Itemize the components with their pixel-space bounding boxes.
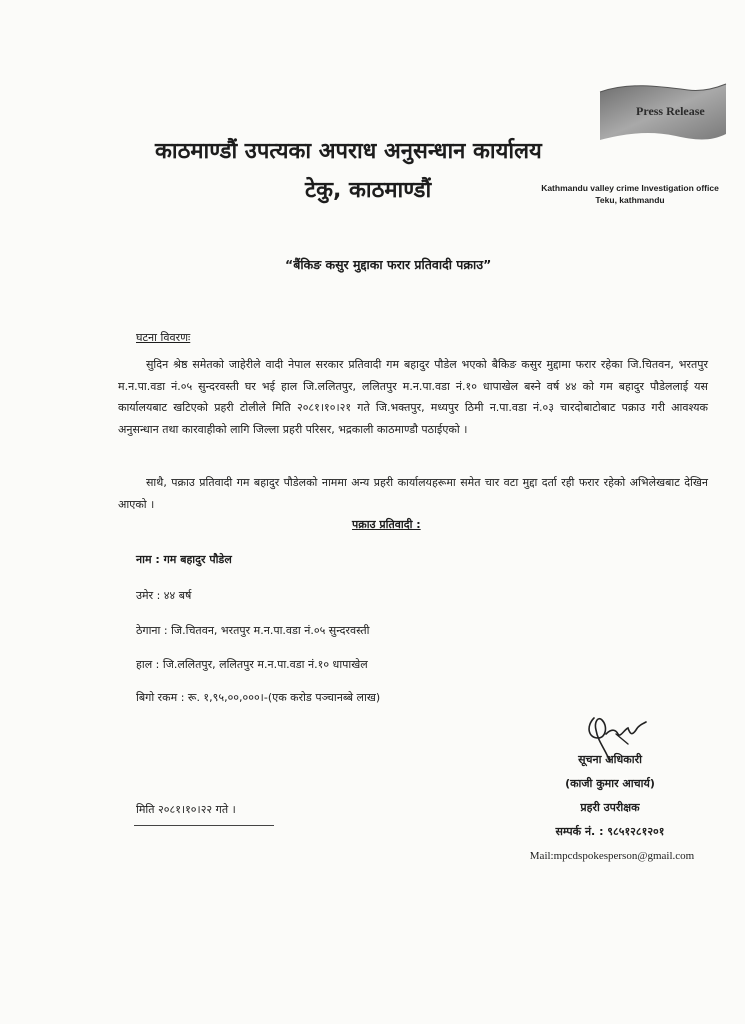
- office-location-title: टेकु, काठमाण्डौं: [305, 178, 432, 203]
- defendant-current-address: हाल : जि.ललितपुर, ललितपुर म.न.पा.वडा नं.१० धापाखेल: [136, 658, 368, 671]
- office-title: काठमाण्डौं उपत्यका अपराध अनुसन्धान कार्यालय: [155, 139, 542, 164]
- claim-amount: बिगो रकम : रू. १,९५,००,०००।-(एक करोड पञ्चानब्बे लाख): [136, 691, 381, 704]
- officer-block: [510, 748, 710, 844]
- arrested-heading: पक्राउ प्रतिवादी :: [352, 518, 421, 531]
- date-underline: [134, 825, 274, 826]
- release-date: मिति २०८१।१०।२२ गते ।: [136, 803, 236, 816]
- press-release-label: Press Release: [636, 104, 705, 118]
- defendant-name: नाम : गम बहादुर पौडेल: [136, 553, 232, 566]
- officer-name: (काजी कुमार आचार्य): [565, 777, 655, 790]
- incident-paragraph-2: साथै, पक्राउ प्रतिवादी गम बहादुर पौडेलको नाममा अन्य प्रहरी कार्यालयहरूमा समेत चार वटा मुद्दा दर्ता रही फरार रहेको अभिलेखबाट देखिन आएको ।: [118, 476, 708, 511]
- officer-rank: प्रहरी उपरीक्षक: [580, 801, 640, 814]
- officer-email: Mail:mpcdspokesperson@gmail.com: [529, 850, 695, 862]
- incident-paragraph-1: सुदिन श्रेष्ठ समेतको जाहेरीले वादी नेपाल सरकार प्रतिवादी गम बहादुर पौडेल भएको बैकिङ कसुर मुद्दामा फरार रहेका जि.चितवन, भरतपुर म.न.पा.वडा नं.०५ सुन्दरवस्ती घर भई हाल जि.ललितपुर, ललितपुर म.न.पा.वडा नं.१० धापाखेल बस्ने वर्ष ४४ को गम बहादुर पौडेललाई यस कार्यालयबाट खटिएको प्रहरी टोलीले मिति २०८१।१०।२१ गते जि.भक्तपुर, मध्यपुर ठिमी न.पा.वडा नं.०३ चारदोबाटोबाट पक्राउ गरी आवश्यक अनुसन्धान तथा कारवाहीको लागि जिल्ला प्रहरी परिसर, भद्रकाली काठमाण्डौ पठाईएको ।: [118, 358, 708, 436]
- defendant-address: ठेगाना : जि.चितवन, भरतपुर म.न.पा.वडा नं.०५ सुन्दरवस्ती: [136, 624, 370, 637]
- officer-role: सूचना अधिकारी: [578, 753, 642, 766]
- press-release-heading: “बैंकिङ कसुर मुद्दाका फरार प्रतिवादी पक्राउ”: [285, 257, 492, 272]
- defendant-age: उमेर : ४४ बर्ष: [136, 589, 192, 602]
- officer-contact: सम्पर्क नं. : ९८५१२८१२०१: [555, 825, 665, 838]
- english-office-line1: Kathmandu valley crime Investigation office: [541, 183, 719, 193]
- english-office-name: [530, 182, 730, 206]
- english-office-line2: Teku, kathmandu: [595, 195, 665, 205]
- incident-label: घटना विवरणः: [136, 331, 191, 344]
